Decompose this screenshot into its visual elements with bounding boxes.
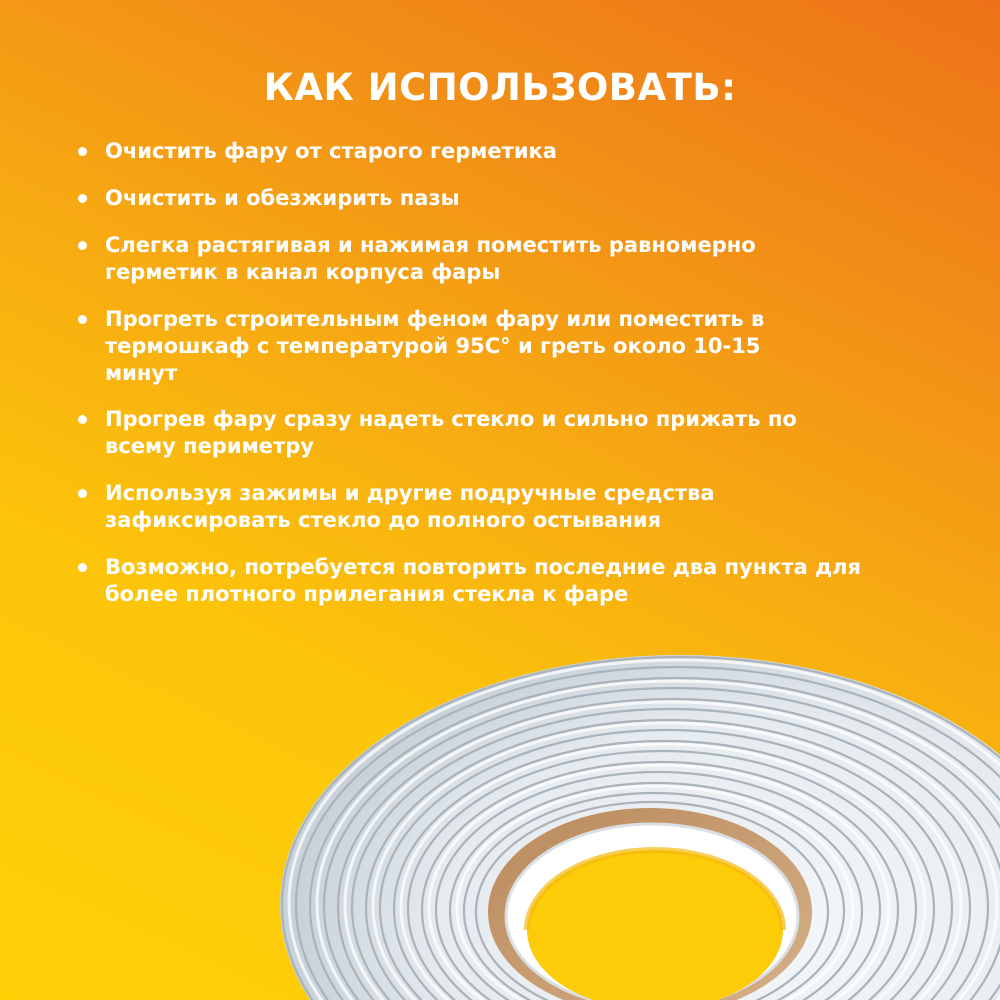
step-text: Слегка растягивая и нажимая поместить равномерно герметик в канал корпуса фары [105,233,756,284]
page-title: КАК ИСПОЛЬЗОВАТЬ: [263,66,737,109]
step-text: Очистить и обезжирить пазы [105,186,460,210]
step-text: Очистить фару от старого герметика [105,139,557,163]
step-text: Возможно, потребуется повторить последние два пункта для более плотного прилегания стекла к фаре [105,555,861,606]
step-text: Прогреть строительным феном фару или поместить в термошкаф с температурой 95С° и греть около 10-15 минут [105,307,765,385]
step-text: Используя зажимы и другие подручные средства зафиксировать стекло до полного остывания [105,481,715,532]
step-text: Прогрев фару сразу надеть стекло и сильно прижать по всему периметру [105,407,797,458]
